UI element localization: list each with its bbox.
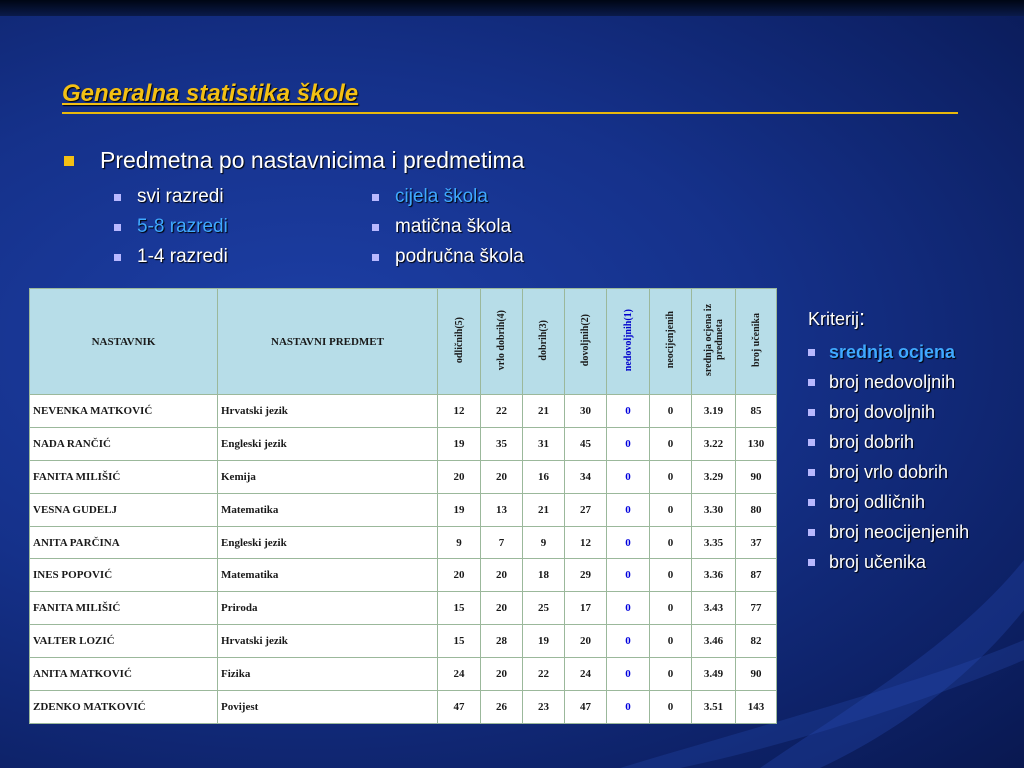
- header-label: nedovoljnih(1): [622, 308, 634, 372]
- cell-dovoljnih: 17: [565, 592, 607, 625]
- cell-neocijenjenih: 0: [650, 691, 692, 724]
- sub-item-label: 5-8 razredi: [137, 216, 228, 237]
- cell-srednja-ocjena: 3.19: [692, 395, 736, 428]
- cell-predmet: Povijest: [218, 691, 438, 724]
- main-bullet-text: Predmetna po nastavnicima i predmetima: [100, 147, 525, 173]
- cell-odlicnih: 20: [438, 460, 481, 493]
- cell-dobrih: 25: [523, 592, 565, 625]
- cell-nedovoljnih: 0: [607, 592, 650, 625]
- cell-srednja-ocjena: 3.35: [692, 526, 736, 559]
- cell-neocijenjenih: 0: [650, 526, 692, 559]
- cell-vrlo-dobrih: 20: [481, 559, 523, 592]
- cell-nastavnik: FANITA MILIŠIĆ: [30, 460, 218, 493]
- table-row: [30, 427, 777, 460]
- cell-dovoljnih: 12: [565, 526, 607, 559]
- cell-dobrih: 23: [523, 691, 565, 724]
- sub-item-5-8-razredi[interactable]: [114, 212, 228, 242]
- cell-dobrih: 22: [523, 658, 565, 691]
- header-dobrih[interactable]: [523, 289, 565, 395]
- cell-broj-ucenika: 87: [736, 559, 777, 592]
- cell-odlicnih: 19: [438, 427, 481, 460]
- cell-srednja-ocjena: 3.22: [692, 427, 736, 460]
- cell-nastavnik: INES POPOVIĆ: [30, 559, 218, 592]
- cell-dobrih: 21: [523, 493, 565, 526]
- scope-school-list: [372, 182, 524, 272]
- square-bullet-icon: [808, 349, 815, 356]
- cell-nastavnik: NADA RANČIĆ: [30, 427, 218, 460]
- header-predmet[interactable]: NASTAVNI PREDMET: [218, 289, 438, 395]
- cell-dovoljnih: 27: [565, 493, 607, 526]
- cell-neocijenjenih: 0: [650, 427, 692, 460]
- criteria-item-label: broj vrlo dobrih: [829, 461, 949, 482]
- cell-odlicnih: 15: [438, 625, 481, 658]
- cell-nastavnik: VALTER LOZIĆ: [30, 625, 218, 658]
- cell-srednja-ocjena: 3.30: [692, 493, 736, 526]
- cell-odlicnih: 9: [438, 526, 481, 559]
- table-row: [30, 658, 777, 691]
- cell-nastavnik: VESNA GUDELJ: [30, 493, 218, 526]
- square-bullet-icon: [808, 529, 815, 536]
- cell-predmet: Priroda: [218, 592, 438, 625]
- table-row: [30, 625, 777, 658]
- criteria-panel: [808, 305, 969, 577]
- cell-vrlo-dobrih: 7: [481, 526, 523, 559]
- cell-vrlo-dobrih: 26: [481, 691, 523, 724]
- header-odlicnih[interactable]: [438, 289, 481, 395]
- cell-broj-ucenika: 130: [736, 427, 777, 460]
- sub-item-maticna-skola[interactable]: [372, 212, 524, 242]
- cell-neocijenjenih: 0: [650, 493, 692, 526]
- cell-nedovoljnih: 0: [607, 526, 650, 559]
- cell-predmet: Fizika: [218, 658, 438, 691]
- criteria-item-label: broj odličnih: [829, 491, 926, 512]
- criteria-list: [808, 337, 969, 577]
- header-broj-ucenika[interactable]: [736, 289, 777, 395]
- header-label: dovoljnih(2): [580, 313, 591, 367]
- cell-neocijenjenih: 0: [650, 625, 692, 658]
- cell-broj-ucenika: 37: [736, 526, 777, 559]
- criteria-item[interactable]: [808, 517, 969, 547]
- cell-nedovoljnih: 0: [607, 625, 650, 658]
- criteria-item-label: broj dovoljnih: [829, 401, 936, 422]
- sub-item-label: svi razredi: [137, 186, 224, 207]
- cell-predmet: Matematika: [218, 493, 438, 526]
- statistics-table: [29, 288, 777, 724]
- sub-item-cijela-skola[interactable]: [372, 182, 524, 212]
- header-label: neocijenjenih: [665, 311, 676, 369]
- cell-predmet: Hrvatski jezik: [218, 625, 438, 658]
- cell-nastavnik: NEVENKA MATKOVIĆ: [30, 395, 218, 428]
- header-srednja-ocjena[interactable]: [692, 289, 736, 395]
- square-bullet-icon: [808, 409, 815, 416]
- cell-odlicnih: 12: [438, 395, 481, 428]
- criteria-item[interactable]: [808, 397, 969, 427]
- slide-title: Generalna statistika škole: [62, 80, 359, 107]
- cell-broj-ucenika: 80: [736, 493, 777, 526]
- cell-vrlo-dobrih: 22: [481, 395, 523, 428]
- header-neocijenjenih[interactable]: [650, 289, 692, 395]
- criteria-item[interactable]: [808, 457, 969, 487]
- cell-dovoljnih: 20: [565, 625, 607, 658]
- table-row: [30, 526, 777, 559]
- cell-predmet: Hrvatski jezik: [218, 395, 438, 428]
- square-bullet-icon: [114, 224, 121, 231]
- square-bullet-icon: [372, 254, 379, 261]
- criteria-colon: :: [859, 305, 866, 330]
- sub-item-label: cijela škola: [395, 186, 488, 207]
- criteria-item-label: broj neocijenjenih: [829, 521, 970, 542]
- criteria-item-label: broj nedovoljnih: [829, 371, 956, 392]
- cell-srednja-ocjena: 3.29: [692, 460, 736, 493]
- cell-srednja-ocjena: 3.43: [692, 592, 736, 625]
- cell-nedovoljnih: 0: [607, 493, 650, 526]
- cell-dobrih: 21: [523, 395, 565, 428]
- cell-dobrih: 18: [523, 559, 565, 592]
- sub-item-1-4-razredi[interactable]: [114, 242, 228, 272]
- header-nastavnik[interactable]: NASTAVNIK: [30, 289, 218, 395]
- cell-nedovoljnih: 0: [607, 559, 650, 592]
- cell-odlicnih: 47: [438, 691, 481, 724]
- square-bullet-icon: [372, 224, 379, 231]
- sub-item-label: područna škola: [395, 246, 524, 267]
- cell-dobrih: 16: [523, 460, 565, 493]
- cell-broj-ucenika: 82: [736, 625, 777, 658]
- square-bullet-icon: [64, 156, 74, 166]
- square-bullet-icon: [808, 379, 815, 386]
- header-nedovoljnih[interactable]: [607, 289, 650, 395]
- header-label: broj učenika: [750, 313, 762, 367]
- square-bullet-icon: [808, 439, 815, 446]
- cell-vrlo-dobrih: 13: [481, 493, 523, 526]
- header-label: vrlo dobrih(4): [496, 309, 507, 371]
- cell-broj-ucenika: 90: [736, 460, 777, 493]
- cell-predmet: Matematika: [218, 559, 438, 592]
- cell-nedovoljnih: 0: [607, 691, 650, 724]
- cell-nedovoljnih: 0: [607, 427, 650, 460]
- cell-broj-ucenika: 85: [736, 395, 777, 428]
- sub-item-label: matična škola: [395, 216, 512, 237]
- square-bullet-icon: [114, 194, 121, 201]
- cell-dovoljnih: 24: [565, 658, 607, 691]
- cell-odlicnih: 19: [438, 493, 481, 526]
- sub-item-label: 1-4 razredi: [137, 246, 228, 267]
- criteria-item[interactable]: [808, 337, 969, 367]
- cell-odlicnih: 15: [438, 592, 481, 625]
- criteria-title-text: Kriterij: [808, 309, 860, 329]
- cell-nastavnik: ZDENKO MATKOVIĆ: [30, 691, 218, 724]
- criteria-item[interactable]: [808, 487, 969, 517]
- table-row: [30, 592, 777, 625]
- cell-nastavnik: FANITA MILIŠIĆ: [30, 592, 218, 625]
- cell-dovoljnih: 47: [565, 691, 607, 724]
- cell-srednja-ocjena: 3.49: [692, 658, 736, 691]
- cell-predmet: Engleski jezik: [218, 526, 438, 559]
- cell-neocijenjenih: 0: [650, 460, 692, 493]
- cell-vrlo-dobrih: 20: [481, 658, 523, 691]
- sub-item-podrucna-skola[interactable]: [372, 242, 524, 272]
- header-label: dobrih(3): [538, 319, 549, 361]
- cell-dovoljnih: 29: [565, 559, 607, 592]
- header-dovoljnih[interactable]: [565, 289, 607, 395]
- square-bullet-icon: [114, 254, 121, 261]
- cell-broj-ucenika: 143: [736, 691, 777, 724]
- cell-vrlo-dobrih: 20: [481, 460, 523, 493]
- cell-vrlo-dobrih: 35: [481, 427, 523, 460]
- cell-odlicnih: 20: [438, 559, 481, 592]
- cell-dovoljnih: 30: [565, 395, 607, 428]
- cell-neocijenjenih: 0: [650, 559, 692, 592]
- square-bullet-icon: [808, 469, 815, 476]
- header-label: odličnih(5): [453, 316, 465, 364]
- criteria-item[interactable]: [808, 367, 969, 397]
- cell-predmet: Kemija: [218, 460, 438, 493]
- cell-nastavnik: ANITA PARČINA: [30, 526, 218, 559]
- cell-vrlo-dobrih: 28: [481, 625, 523, 658]
- table-header-row: [30, 289, 777, 395]
- table-row: [30, 395, 777, 428]
- cell-nedovoljnih: 0: [607, 395, 650, 428]
- table-row: [30, 493, 777, 526]
- cell-vrlo-dobrih: 20: [481, 592, 523, 625]
- cell-dobrih: 19: [523, 625, 565, 658]
- cell-dobrih: 31: [523, 427, 565, 460]
- criteria-item[interactable]: [808, 427, 969, 457]
- cell-srednja-ocjena: 3.46: [692, 625, 736, 658]
- title-underline: [62, 80, 958, 114]
- cell-broj-ucenika: 90: [736, 658, 777, 691]
- cell-neocijenjenih: 0: [650, 658, 692, 691]
- header-label: srednja ocjena iz predmeta: [702, 303, 725, 377]
- scope-grade-list: [114, 182, 228, 272]
- cell-nastavnik: ANITA MATKOVIĆ: [30, 658, 218, 691]
- criteria-item-label: broj dobrih: [829, 431, 915, 452]
- criteria-item-label: srednja ocjena: [829, 341, 956, 362]
- main-bullet: [64, 147, 524, 174]
- cell-dovoljnih: 34: [565, 460, 607, 493]
- cell-predmet: Engleski jezik: [218, 427, 438, 460]
- cell-nedovoljnih: 0: [607, 460, 650, 493]
- cell-neocijenjenih: 0: [650, 395, 692, 428]
- criteria-item-label: broj učenika: [829, 551, 927, 572]
- cell-srednja-ocjena: 3.36: [692, 559, 736, 592]
- table-row: [30, 559, 777, 592]
- square-bullet-icon: [808, 559, 815, 566]
- square-bullet-icon: [372, 194, 379, 201]
- cell-neocijenjenih: 0: [650, 592, 692, 625]
- top-bar: [0, 0, 1024, 16]
- table-row: [30, 691, 777, 724]
- cell-dobrih: 9: [523, 526, 565, 559]
- criteria-title: [808, 305, 969, 337]
- statistics-table-container: [29, 288, 776, 723]
- sub-item-svi-razredi[interactable]: [114, 182, 228, 212]
- cell-srednja-ocjena: 3.51: [692, 691, 736, 724]
- criteria-item[interactable]: [808, 547, 969, 577]
- cell-odlicnih: 24: [438, 658, 481, 691]
- table-row: [30, 460, 777, 493]
- cell-broj-ucenika: 77: [736, 592, 777, 625]
- header-vrlo-dobrih[interactable]: [481, 289, 523, 395]
- square-bullet-icon: [808, 499, 815, 506]
- cell-nedovoljnih: 0: [607, 658, 650, 691]
- cell-dovoljnih: 45: [565, 427, 607, 460]
